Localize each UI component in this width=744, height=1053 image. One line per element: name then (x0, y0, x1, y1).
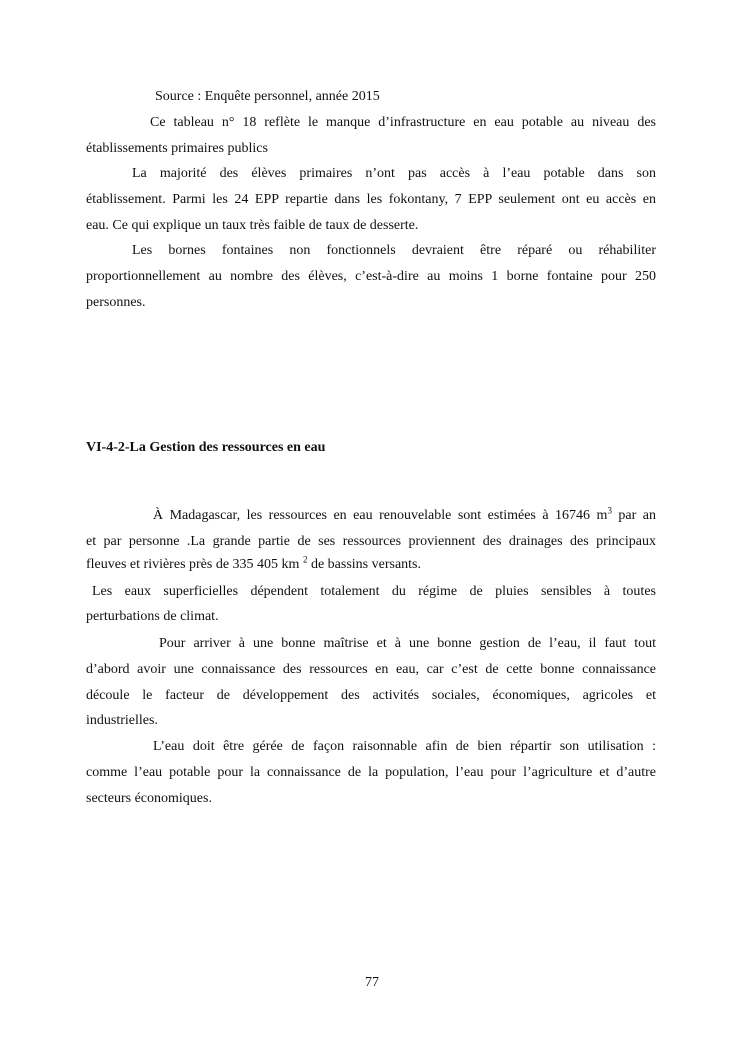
para5-line2: perturbations de climat. (86, 609, 219, 624)
para4-line1-text: À Madagascar, les ressources en eau renouvelable sont estimées à 16746 m (153, 508, 608, 523)
para7-line2: comme l’eau potable pour la connaissance de la population, l’eau pour l’agriculture et d’autre (86, 765, 656, 780)
page-number: 77 (365, 975, 379, 990)
para5-line1: Les eaux superficielles dépendent totalement du régime de pluies sensibles à toutes (92, 584, 656, 599)
para3-line3: personnes. (86, 295, 146, 310)
para2-line2: établissement. Parmi les 24 EPP repartie dans les fokontany, 7 EPP seulement ont eu accès en (86, 192, 656, 207)
square-superscript: 2 (302, 554, 308, 565)
para6-line2: d’abord avoir une connaissance des ressources en eau, car c’est de cette bonne connaissance (86, 662, 656, 677)
para3-line2: proportionnellement au nombre des élèves, c’est-à-dire au moins 1 borne fontaine pour 250 (86, 269, 656, 284)
para1-line2: établissements primaires publics (86, 141, 268, 156)
para4-line2: et par personne .La grande partie de ses ressources proviennent des drainages des principaux (86, 534, 656, 549)
para7-line3: secteurs économiques. (86, 791, 212, 806)
section-heading: VI-4-2-La Gestion des ressources en eau (86, 440, 326, 455)
para4-line3-text: fleuves et rivières près de 335 405 km (86, 557, 300, 572)
para2-line3: eau. Ce qui explique un taux très faible de taux de desserte. (86, 218, 419, 233)
para4-line3 (86, 555, 656, 575)
para1-line1: Ce tableau n° 18 reflète le manque d’infrastructure en eau potable au niveau des (150, 115, 656, 130)
para6-line1: Pour arriver à une bonne maîtrise et à une bonne gestion de l’eau, il faut tout (159, 636, 656, 651)
para3-line1: Les bornes fontaines non fonctionnels devraient être réparé ou réhabiliter (132, 243, 656, 258)
para4-line1-tail: par an (618, 508, 656, 523)
para4-line1 (153, 506, 656, 526)
cubic-superscript: 3 (607, 505, 612, 516)
para4-line3-tail: de bassins versants. (310, 557, 421, 572)
source-line: Source : Enquête personnel, année 2015 (155, 89, 380, 104)
para7-line1: L’eau doit être gérée de façon raisonnable afin de bien répartir son utilisation : (153, 739, 656, 754)
para6-line3: découle le facteur de développement des activités sociales, économiques, agricoles et (86, 688, 656, 703)
para2-line1: La majorité des élèves primaires n’ont pas accès à l’eau potable dans son (132, 166, 656, 181)
para6-line4: industrielles. (86, 713, 158, 728)
